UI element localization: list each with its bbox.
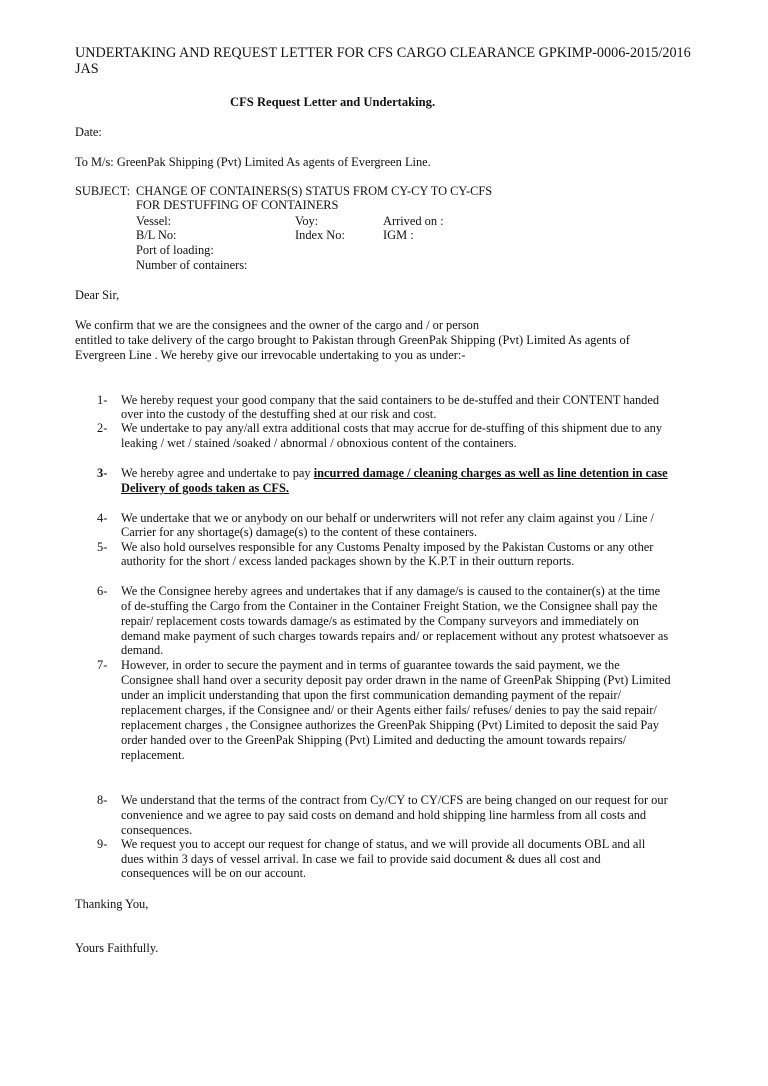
list-item-number: 4- [97, 511, 108, 525]
index-label: Index No: [295, 228, 345, 242]
intro-line: entitled to take delivery of the cargo brought to Pakistan through GreenPak Shipping (Pvt) Limited As agents of [75, 333, 630, 347]
list-item-line: leaking / wet / stained /soaked / abnormal / obnoxious content of the containers. [121, 436, 517, 450]
list-item-number: 3- [97, 466, 108, 480]
subject-line2: FOR DESTUFFING OF CONTAINERS [136, 198, 339, 212]
list-item-number: 5- [97, 540, 108, 554]
intro-line: We confirm that we are the consignees and the owner of the cargo and / or person [75, 318, 480, 332]
list-item-line: repair/ replacement costs towards damage/s as estimated by the Company surveyors and immediately on [121, 614, 639, 628]
list-item-number: 6- [97, 584, 108, 598]
list-item-line: We undertake that we or anybody on our behalf or underwriters will not refer any claim against you / Line / [121, 511, 655, 525]
list-item-line: replacement charges, if the Consignee and/ or their Agents either fails/ refuses/ denies to pay the said repair/ [121, 703, 657, 717]
list-item-number: 7- [97, 658, 108, 672]
list-item-number: 8- [97, 793, 108, 807]
list-item-line [121, 466, 668, 481]
list-item-line: order handed over to the GreenPak Shipping (Pvt) Limited and deducting the amount towards repairs/ [121, 733, 627, 747]
list-item-line: of de-stuffing the Cargo from the Container in the Container Freight Station, we the Consignee shall pay the [121, 599, 658, 613]
arrived-label: Arrived on : [383, 214, 444, 228]
addressee-line: To M/s: GreenPak Shipping (Pvt) Limited As agents of Evergreen Line. [75, 155, 431, 169]
item3-prefix: We hereby agree and undertake to pay [121, 466, 314, 480]
list-item-line: demand make payment of such charges towards repairs and/ or replacement without any protest whatsoever as [121, 629, 669, 643]
intro-line: Evergreen Line . We hereby give our irrevocable undertaking to you as under:- [75, 348, 466, 362]
list-item-line: consequences will be on our account. [121, 866, 307, 880]
list-item-line: consequences. [121, 823, 193, 837]
list-item-line: We understand that the terms of the contract from Cy/CY to CY/CFS are being changed on our request for our [121, 793, 668, 807]
letter-header-line1: UNDERTAKING AND REQUEST LETTER FOR CFS CARGO CLEARANCE GPKIMP-0006-2015/2016 [75, 45, 691, 61]
list-item-number: 1- [97, 393, 108, 407]
subject-line1: CHANGE OF CONTAINERS(S) STATUS FROM CY-CY TO CY-CFS [136, 184, 493, 198]
list-item-line: We undertake to pay any/all extra additional costs that may accrue for de-stuffing of this shipment due to any [121, 421, 663, 435]
list-item-number: 9- [97, 837, 108, 851]
letter-title: CFS Request Letter and Undertaking. [230, 95, 436, 109]
bl-label: B/L No: [136, 228, 177, 242]
list-item-line: replacement charges , the Consignee authorizes the GreenPak Shipping (Pvt) Limited to deposit the said Pay [121, 718, 659, 732]
list-item-line: replacement. [121, 748, 185, 762]
list-item-line: under an implicit understanding that upon the first communication demanding payment of the repair/ [121, 688, 621, 702]
igm-label: IGM : [383, 228, 414, 242]
list-item-line: We the Consignee hereby agrees and undertakes that if any damage/s is caused to the container(s) at the time [121, 584, 661, 598]
list-item-line: We request you to accept our request for change of status, and we will provide all documents OBL and all [121, 837, 646, 851]
list-item-line: over into the custody of the destuffing shed at our risk and cost. [121, 407, 437, 421]
subject-label: SUBJECT: [75, 184, 131, 198]
list-item-line: However, in order to secure the payment and in terms of guarantee towards the said payment, we the [121, 658, 620, 672]
closing-line: Yours Faithfully. [75, 941, 159, 955]
thanking-line: Thanking You, [75, 897, 149, 911]
list-item-line: dues within 3 days of vessel arrival. In case we fail to provide said document & dues all cost and [121, 852, 601, 866]
salutation: Dear Sir, [75, 288, 120, 302]
item3-emphasis-line2: Delivery of goods taken as CFS. [121, 481, 289, 495]
vessel-label: Vessel: [136, 214, 172, 228]
list-item-line: We also hold ourselves responsible for any Customs Penalty imposed by the Pakistan Customs or any other [121, 540, 654, 554]
list-item-number: 2- [97, 421, 108, 435]
list-item-line: demand. [121, 643, 164, 657]
list-item-line: convenience and we agree to pay said costs on demand and hold shipping line harmless from all costs and [121, 808, 647, 822]
list-item-line: authority for the short / excess landed packages shown by the K.P.T in their outturn reports. [121, 554, 575, 568]
item3-emphasis: incurred damage / cleaning charges as well as line detention in case [313, 466, 668, 480]
list-item-line: We hereby request your good company that the said containers to be de-stuffed and their CONTENT handed [121, 393, 660, 407]
letter-header-line2: JAS [75, 61, 99, 77]
port-label: Port of loading: [136, 243, 214, 257]
list-item-line: Carrier for any shortage(s) damage(s) to the content of these containers. [121, 525, 478, 539]
list-item-line: Consignee shall hand over a security deposit pay order drawn in the name of GreenPak Shipping (Pvt) Limited [121, 673, 671, 687]
containers-label: Number of containers: [136, 258, 248, 272]
voy-label: Voy: [295, 214, 319, 228]
date-label: Date: [75, 125, 102, 139]
